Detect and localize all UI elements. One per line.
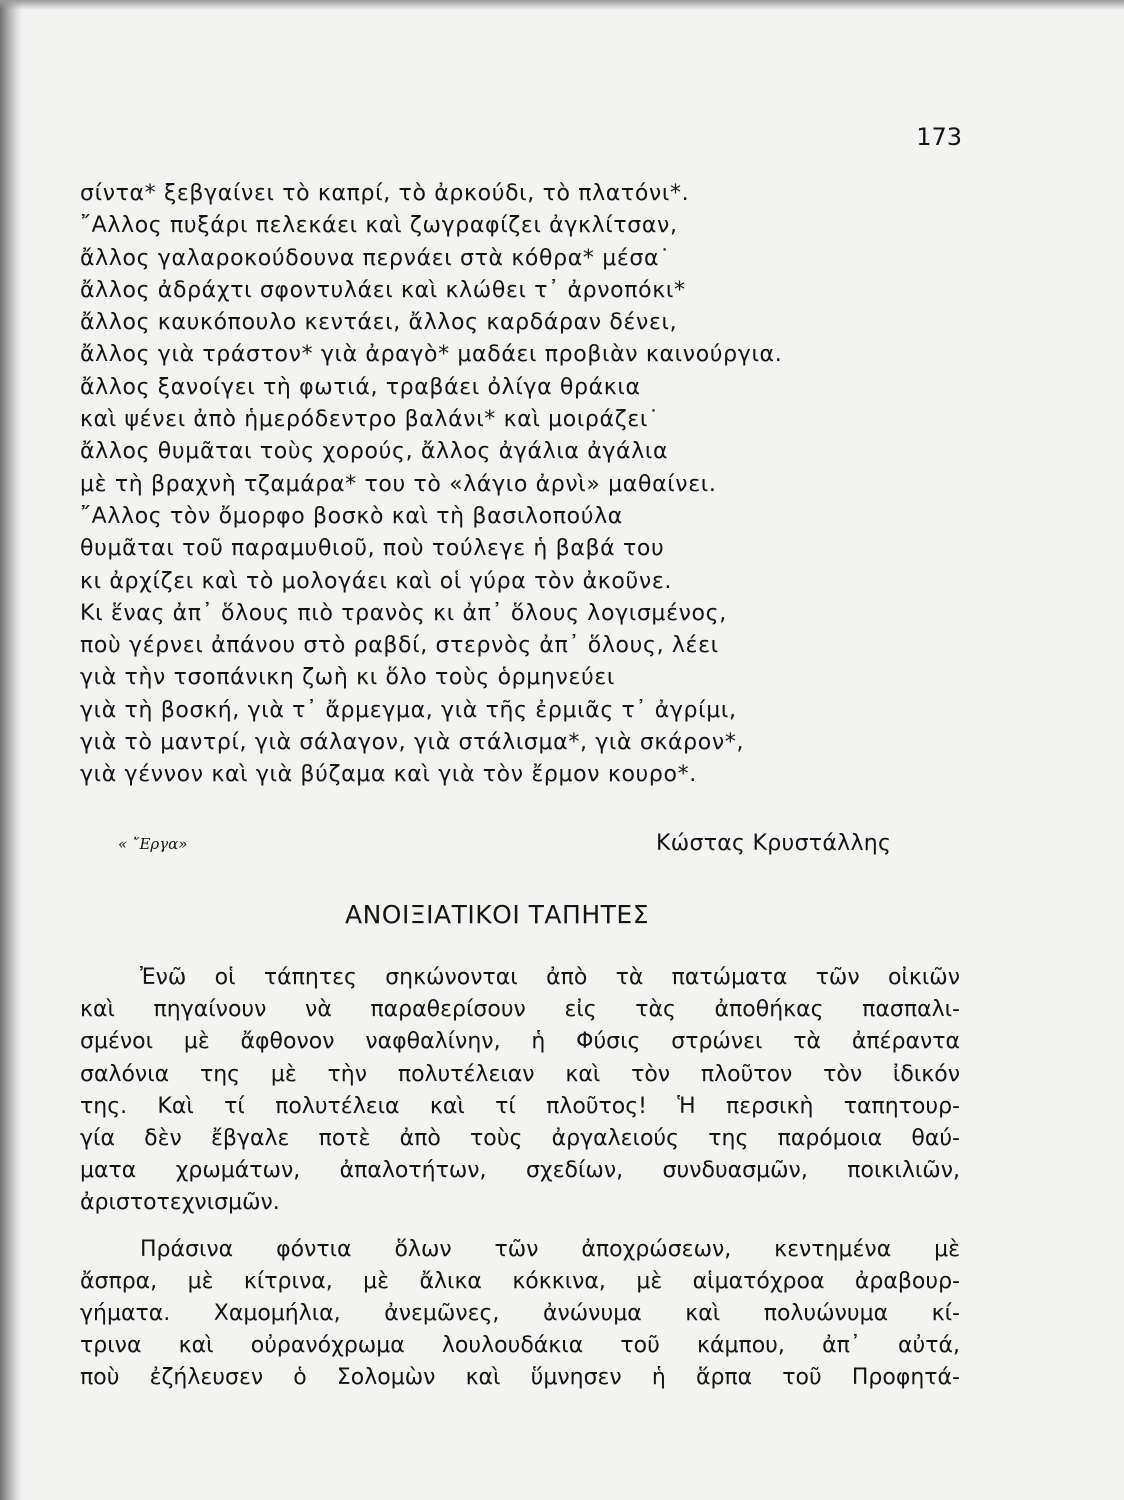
page-binding-shadow <box>0 0 22 1500</box>
poem-line: γιὰ τὴν τσοπάνικη ζωὴ κι ὅλο τοὺς ὁρμηνεύει <box>80 665 616 691</box>
poem-line: ἄλλος ἀδράχτι σφοντυλάει καὶ κλώθει τ᾽ ἀρνοπόκι* <box>80 277 686 303</box>
page-number: 173 <box>916 123 962 151</box>
paragraph-line: γία δὲν ἔβγαλε ποτὲ ἀπὸ τοὺς ἀργαλειούς της παρόμοια θαύ- <box>80 1125 960 1151</box>
paragraph-line: καὶ πηγαίνουν νὰ παραθερίσουν εἰς τὰς ἀποθήκας πασπαλι- <box>80 997 960 1023</box>
paragraph-line: τρινα καὶ οὐρανόχρωμα λουλουδάκια τοῦ κάμπου, ἀπ᾽ αὐτά, <box>80 1333 960 1359</box>
poem-line: γιὰ τὴ βοσκή, γιὰ τ᾽ ἄρμεγμα, γιὰ τῆς ἐρμιᾶς τ᾽ ἀγρίμι, <box>80 697 737 723</box>
paragraph-line: Ἐνῶ οἱ τάπητες σηκώνονται ἀπὸ τὰ πατώματα τῶν οἰκιῶν <box>140 965 960 990</box>
paragraph-line: ἀριστοτεχνισμῶν. <box>80 1190 280 1216</box>
poem-line: μὲ τὴ βραχνὴ τζαμάρα* του τὸ «λάγιο ἀρνὶ» μαθαίνει. <box>80 471 717 497</box>
paragraph-line: της. Καὶ τί πολυτέλεια καὶ τί πλοῦτος! Ἡ περσικὴ ταπητουρ- <box>80 1093 960 1119</box>
poem-line: γιὰ τὸ μαντρί, γιὰ σάλαγον, γιὰ στάλισμα*, γιὰ σκάρον*, <box>80 730 745 756</box>
poem-source: « ῎Εργα» <box>118 835 188 853</box>
paragraph-line: σαλόνια της μὲ τὴν πολυτέλειαν καὶ τὸν πλοῦτον τὸν ἰδικόν <box>80 1061 960 1087</box>
poem-line: Κι ἕνας ἀπ᾽ ὅλους πιὸ τρανὸς κι ἀπ᾽ ὅλους λογισμένος, <box>80 600 727 626</box>
paragraph-line: ματα χρωμάτων, ἀπαλοτήτων, σχεδίων, συνδυασμῶν, ποικιλιῶν, <box>80 1158 960 1184</box>
poem-line: ἄλλος γαλαροκούδουνα περνάει στὰ κόθρα* μέσα˙ <box>80 245 671 271</box>
poem-line: ἄλλος ξανοίγει τὴ φωτιά, τραβάει ὀλίγα θράκια <box>80 374 641 400</box>
paragraph-line: Πράσινα φόντια ὅλων τῶν ἀποχρώσεων, κεντημένα μὲ <box>140 1236 960 1262</box>
poem-line: ῎Αλλος τὸν ὄμορφο βοσκὸ καὶ τὴ βασιλοπούλα <box>80 503 623 529</box>
poem-author: Κώστας Κρυστάλλης <box>656 831 892 856</box>
page-top-shadow <box>0 0 1124 10</box>
essay-body <box>80 962 960 1394</box>
poem-line: ῎Αλλος πυξάρι πελεκάει καὶ ζωγραφίζει ἀγκλίτσαν, <box>80 213 678 239</box>
poem-line: καὶ ψένει ἀπὸ ἡμερόδεντρο βαλάνι* καὶ μοιράζει˙ <box>80 407 660 433</box>
poem-line: ποὺ γέρνει ἀπάνου στὸ ραβδί, στερνὸς ἀπ᾽ ὅλους, λέει <box>80 633 719 659</box>
paragraph-gap <box>80 1220 960 1234</box>
poem-line: σίντα* ξεβγαίνει τὸ καπρί, τὸ ἀρκούδι, τὸ πλατόνι*. <box>80 181 690 206</box>
poem-line: ἄλλος καυκόπουλο κεντάει, ἄλλος καρδάραν δένει, <box>80 310 678 336</box>
paragraph-line: ποὺ ἐζήλευσεν ὁ Σολομὼν καὶ ὕμνησεν ἡ ἅρπα τοῦ Προφητά- <box>80 1365 960 1391</box>
essay-title: ΑΝΟΙΞΙΑΤΙΚΟΙ ΤΑΠΗΤΕΣ <box>345 900 649 929</box>
poem-line: γιὰ γέννον καὶ γιὰ βύζαμα καὶ γιὰ τὸν ἔρμον κουρο*. <box>80 762 697 788</box>
poem-block <box>80 178 980 792</box>
poem-line: θυμᾶται τοῦ παραμυθιοῦ, ποὺ τούλεγε ἡ βαβά του <box>80 536 665 562</box>
poem-line: ἄλλος θυμᾶται τοὺς χορούς, ἄλλος ἀγάλια ἀγάλια <box>80 439 669 465</box>
paragraph-line: σμένοι μὲ ἄφθονον ναφθαλίνην, ἡ Φύσις στρώνει τὰ ἀπέραντα <box>80 1029 960 1055</box>
paragraph-line: γήματα. Χαμομήλια, ἀνεμῶνες, ἀνώνυμα καὶ πολυώνυμα κί- <box>80 1300 960 1326</box>
poem-line: κι ἀρχίζει καὶ τὸ μολογάει καὶ οἱ γύρα τὸν ἀκοῦνε. <box>80 568 673 594</box>
paragraph-line: ἄσπρα, μὲ κίτρινα, μὲ ἄλικα κόκκινα, μὲ αἱματόχροα ἀραβουρ- <box>80 1268 960 1294</box>
poem-line: ἄλλος γιὰ τράστον* γιὰ ἀραγὸ* μαδάει προβιὰν καινούργια. <box>80 342 783 368</box>
